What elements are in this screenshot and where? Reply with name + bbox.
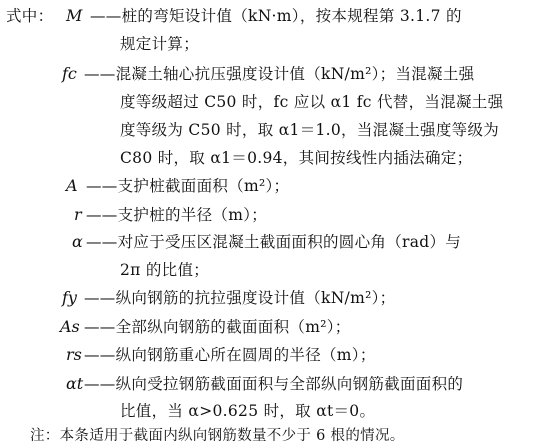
def-alpha-t-line-2: 比值，当 α>0.625 时，取 αt＝0。	[120, 402, 376, 420]
symbol-M: M	[66, 6, 83, 25]
intro-label: 式中：	[6, 7, 54, 25]
def-alpha-line-2: 2π 的比值；	[120, 261, 210, 279]
def-A-line-1: ——支护桩截面面积（m²）；	[86, 177, 290, 195]
def-alpha-t-line-1: ——纵向受拉钢筋截面面积与全部纵向钢筋截面面积的	[84, 375, 464, 393]
footnote: 注：本条适用于截面内纵向钢筋数量不少于 6 根的情况。	[30, 428, 405, 444]
symbol-fc: fc	[62, 64, 77, 83]
def-fy-line-1: ——纵向钢筋的抗拉强度设计值（kN/m²）；	[84, 289, 396, 307]
def-M-line-2: 规定计算；	[120, 35, 200, 53]
symbol-A: A	[66, 176, 78, 195]
def-r-line-1: ——支护桩的半径（m）；	[86, 206, 268, 224]
symbol-alpha-t: αt	[66, 374, 84, 393]
def-rs-line-1: ——纵向钢筋重心所在圆周的半径（m）；	[84, 346, 376, 364]
def-fc-line-2: 度等级超过 C50 时，fc 应以 α1 fc 代替，当混凝土强	[120, 93, 504, 111]
formula-intro	[6, 6, 53, 26]
def-alpha-line-1: ——对应于受压区混凝土截面面积的圆心角（rad）与	[86, 233, 462, 251]
def-As-line-1: ——全部纵向钢筋的截面面积（m²）；	[84, 318, 351, 336]
symbol-As: As	[60, 317, 80, 336]
def-fc-line-4: C80 时，取 α1＝0.94，其间按线性内插法确定；	[120, 149, 473, 167]
symbol-r: r	[74, 205, 82, 224]
symbol-rs: rs	[66, 345, 82, 364]
def-fc-line-3: 度等级为 C50 时，取 α1＝1.0，当混凝土强度等级为	[120, 121, 500, 139]
symbol-alpha: α	[72, 232, 83, 251]
def-fc-line-1: ——混凝土轴心抗压强度设计值（kN/m²）；当混凝土强	[84, 65, 475, 83]
def-M-line-1: ——桩的弯矩设计值（kN·m），按本规程第 3.1.7 的	[90, 7, 462, 25]
symbol-fy: fy	[62, 288, 77, 307]
